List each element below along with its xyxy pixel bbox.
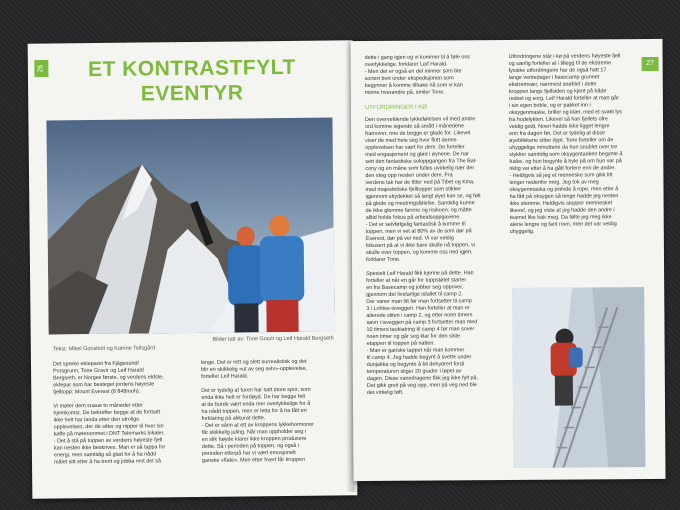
right-page (350, 39, 665, 481)
article-title (44, 54, 341, 107)
section-heading: UTFORDRINGER I KØ (364, 104, 427, 111)
right-column-1-body: Den overveldende lykkefølelsen vil med andre ord komme sigende så smått i månedene framover, noe de begge er glade for. Likevel viser de med hele seg hvor flott denne opplevelsen har vært for dem. De forteller med engasjement og glød i øynene. De har sett den fantastiske soloppgangen fra The Bal- cony og en måne som fulles uvirkelig nær der den steg opp nesten under dem. Fra verdens tak har de titter ned på Tibet og Kina, med majestetiske fjelltopper som stikker igjennom skydekket så langt øyet kan se, og følt på glede og mestringsfølelse. Samtidig kunne de ikke glemme farene og risikoen, og måtte alltid holde fokus på arbeidsoppgavene. - Det er selvfølgelig fantastisk å komme til toppen, men vi vet at 80% av de som dør på Everest, dør på vei ned. Vi var veldig fokusert på at vi ikke bare skulle nå toppen, vi skulle over toppen, og komme oss ned igjen, forklarer Tone. Spesielt Leif Harald fikk kjenne på dette. Han forteller at når en går for toppstøtet starter en fra Basecamp og jobber seg oppover, gjennom det livsfarlige isfallet til camp 2. Der vaner man litt før man fortsetter til camp 3 i Lohtse-isveggen. Han forteller at man er allerede sliten i camp 2, og etter noen timers søvn i isveggen på camp 3 fortsetter man med 10 timers taukiatring til camp 4 før man sover noen timer og går seg klar for den siste etappen til toppen på natten. - Man er ganske tappet når man kommer til camp 4. Jeg hadde begynt å svette under dunjakka og begynte å bli dehydrert fordi temperaturen stiger 20 grader i løpet av dagen. Disse vanndragene fikk jeg ikke fylt på. Det gikk greit på veg opp, men på veg ned ble det virkelig tøft. (364, 116, 481, 396)
left-column-1: Det sprekе ekteparet fra Fjågesund/ Porsgrunn, Tone Gravir og Leif Harald Bergseth, er Norges første, og verdens eldste, ektepar som har besteget jordens høyeste fjelltopp; Mount Everest (8 848moh). Vi møter dem snaue to måneder etter hjemkomst. De bekrefter begge at de fortsatt ikke helt har landa etter den utrolige opplevelsen, der de sitter og nipper til hver sin kaffe på møterommet i DNT Telemarks lokaler. - Det å stå på toppen av verdens høyeste fjell kan nesten ikke beskrives. Man er så tappa for energi, men samtidig så glad for å ha nådd målet sitt etter å ha trent og jobba mot det så (52, 360, 166, 466)
page-number-left: 26 (34, 60, 48, 77)
photo-credit: Bilder tatt av: Tone Gravir og Leif Harald Bergseth (212, 335, 334, 343)
right-column-1-top: dette i gang igjen og vi kommer til å føle oss overlykkelige, forklarer Leif Harald. - Men det er også en del minner som ble sortert bort under ekspedisjonen som begynner å komme tilbake nå som vi kan minne hverandre på, smiler Tone. (364, 54, 470, 96)
ladder-illustration (512, 287, 645, 468)
left-page (28, 40, 358, 498)
everest-summit-photo (46, 118, 334, 335)
byline: Tekst: Mikel Gonsholt og Katrine Tellsgård (52, 345, 156, 353)
ladder-climb-photo (512, 287, 645, 468)
summit-illustration (46, 118, 334, 335)
right-column-2: Utfordringene står i kø på verdens høyeste fjell og særlig forteller at i tillegg til de ekstreme fysiske utfordringene har de også hatt 17 lange ventedager i basecamp grunnet ekstremvær, nærmest snøblet i dette kroppen langs fjellsiden og kjent på både redsel og sorg. Leif Harald forteller at man går i sin egen boble, og er pakket inn i oksygenmaske, briller og klær, med et svakt lys fra hodelykten. Likevel så han fjellets ofre veldig godt. Noen hadde ikke ligget lengre enn fra dagen før. Det er tydelig at disse øyeblikkene sitter dypt. Tone forteller om de uhyggelige minuttene da hun snublet over tre stykker samtidig som oksygentanken begynte å fuske, og hun begynte å hyle på om hun var på riktig vei etter å ha gått fortere enn de andre. - Heldigvis så jeg et menneske som gikk litt lenger nedenfor meg. Jeg tok av meg oksygenmaska og prøvde å rope, men etter å ha fått på oksygen så lenge hadde jeg nesten ikke stemme. Heldigvis stopper mennesket likevel, og jeg viste at jeg hadde den andre i teamet like bak meg. Da følte jeg meg ikke alene lengre og fant roen, men det var veldig uhyggelig. (508, 53, 623, 235)
title-line-2: EVENTYR (140, 81, 244, 106)
page-number-right: 27 (642, 57, 659, 71)
left-column-2: lenge. Det er rett og slett surrealistisk og det blir en skikkelig «ut av seg selv»-opplevelse, forteller Leif Harald. Det er tydelig at turen har satt store spor, som enda ikke helt er fordøyd. De har begge felt at de burde vært enda mer overlykkelige for å ha nådd toppen, men er letta for å ha fått en forklaring på akkurat dette. - Det er sånn at ett av kroppens lykkehormoner får skikkelig juling. Når man oppholder seg i en slik høyde klarer ikke kroppen produsere dette. Så i perioden på toppen, og også i perioden etterpå har vi vært emosjonelt ganske «flate». Men etter hvert får kroppen (200, 358, 315, 464)
title-line-1: ET KONTRASTFYLT (87, 55, 296, 82)
